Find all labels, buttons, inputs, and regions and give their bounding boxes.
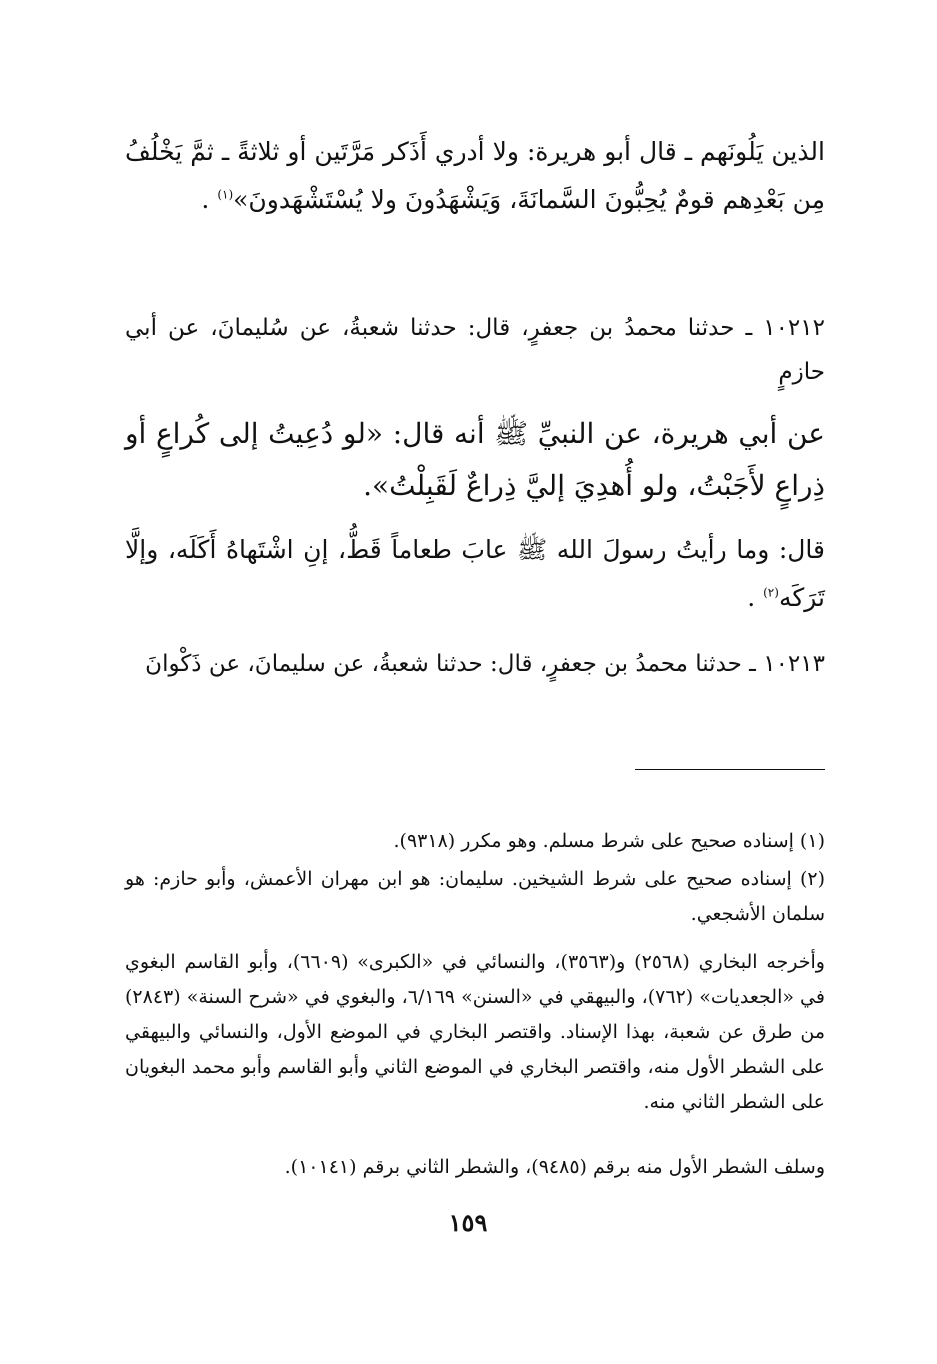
hadith-continuation — [125, 128, 825, 224]
footnote-1: (١) إسناده صحيح على شرط مسلم. وهو مكرر (٩٣١٨). — [393, 830, 825, 852]
matn-10212-part1: عن أبي هريرة، عن النبيِّ ﷺ أنه قال: «لو دُعِيتُ إلى كُراعٍ أو ذِراعٍ لأَجَبْتُ، ولو أُهدِيَ إليَّ ذِراعٌ لَقَبِلْتُ». — [125, 417, 825, 502]
isnad-10212: ١٠٢١٢ ـ حدثنا محمدُ بن جعفرٍ، قال: حدثنا شعبةُ، عن سُليمانَ، عن أبي حازمٍ — [125, 315, 825, 385]
matn-10212-part2 — [125, 526, 825, 622]
footnote-2-line1: (٢) إسناده صحيح على شرط الشيخين. سليمان: هو ابن مهران الأعمش، وأبو حازم: هو سلمان الأشجعي. — [125, 868, 825, 925]
page-number: ١٥٩ — [448, 1208, 488, 1237]
end-mark: . — [747, 583, 764, 612]
hadith-continuation-text: الذين يَلُونَهم ـ قال أبو هريرة: ولا أدري أَذَكر مَرَّتَين أو ثلاثةً ـ ثمَّ يَخْلُفُ مِن بَعْدِهم قومٌ يُحِبُّونَ السَّمانَةَ، وَيَشْهَدُونَ ولا يُسْتَشْهَدونَ» — [125, 137, 825, 214]
footnote-2-para2: وأخرجه البخاري (٢٥٦٨) و(٣٥٦٣)، والنسائي في «الكبرى» (٦٦٠٩)، وأبو القاسم البغوي في «الجعديات» (٧٦٢)، والبيهقي في «السنن» ٦/١٦٩، والبغوي في «شرح السنة» (٢٨٤٣) من طرق عن شعبة، بهذا الإسناد. واقتصر البخاري في الموضع الأول، والنسائي والبيهقي على الشطر الأول منه، واقتصر البخاري في الموضع الثاني وأبو القاسم وأبو محمد البغويان على الشطر الثاني منه. — [125, 951, 825, 1113]
matn-10212-part2-text: قال: وما رأيتُ رسولَ الله ﷺ عابَ طعاماً قَطُّ، إنِ اشْتَهاهُ أَكَلَه، وإلَّا تَرَكَه — [125, 535, 825, 612]
footnote-ref-1: (١) — [217, 187, 234, 202]
isnad-10213: ١٠٢١٣ ـ حدثنا محمدُ بن جعفرٍ، قال: حدثنا شعبةُ، عن سليمانَ، عن ذَكْوانَ — [145, 651, 825, 677]
end-mark: . — [201, 185, 218, 214]
footnote-ref-2: (٢) — [763, 585, 779, 600]
footnote-divider — [635, 769, 825, 770]
footnote-2-para3: وسلف الشطر الأول منه برقم (٩٤٨٥)، والشطر الثاني برقم (١٠١٤١). — [284, 1156, 825, 1178]
